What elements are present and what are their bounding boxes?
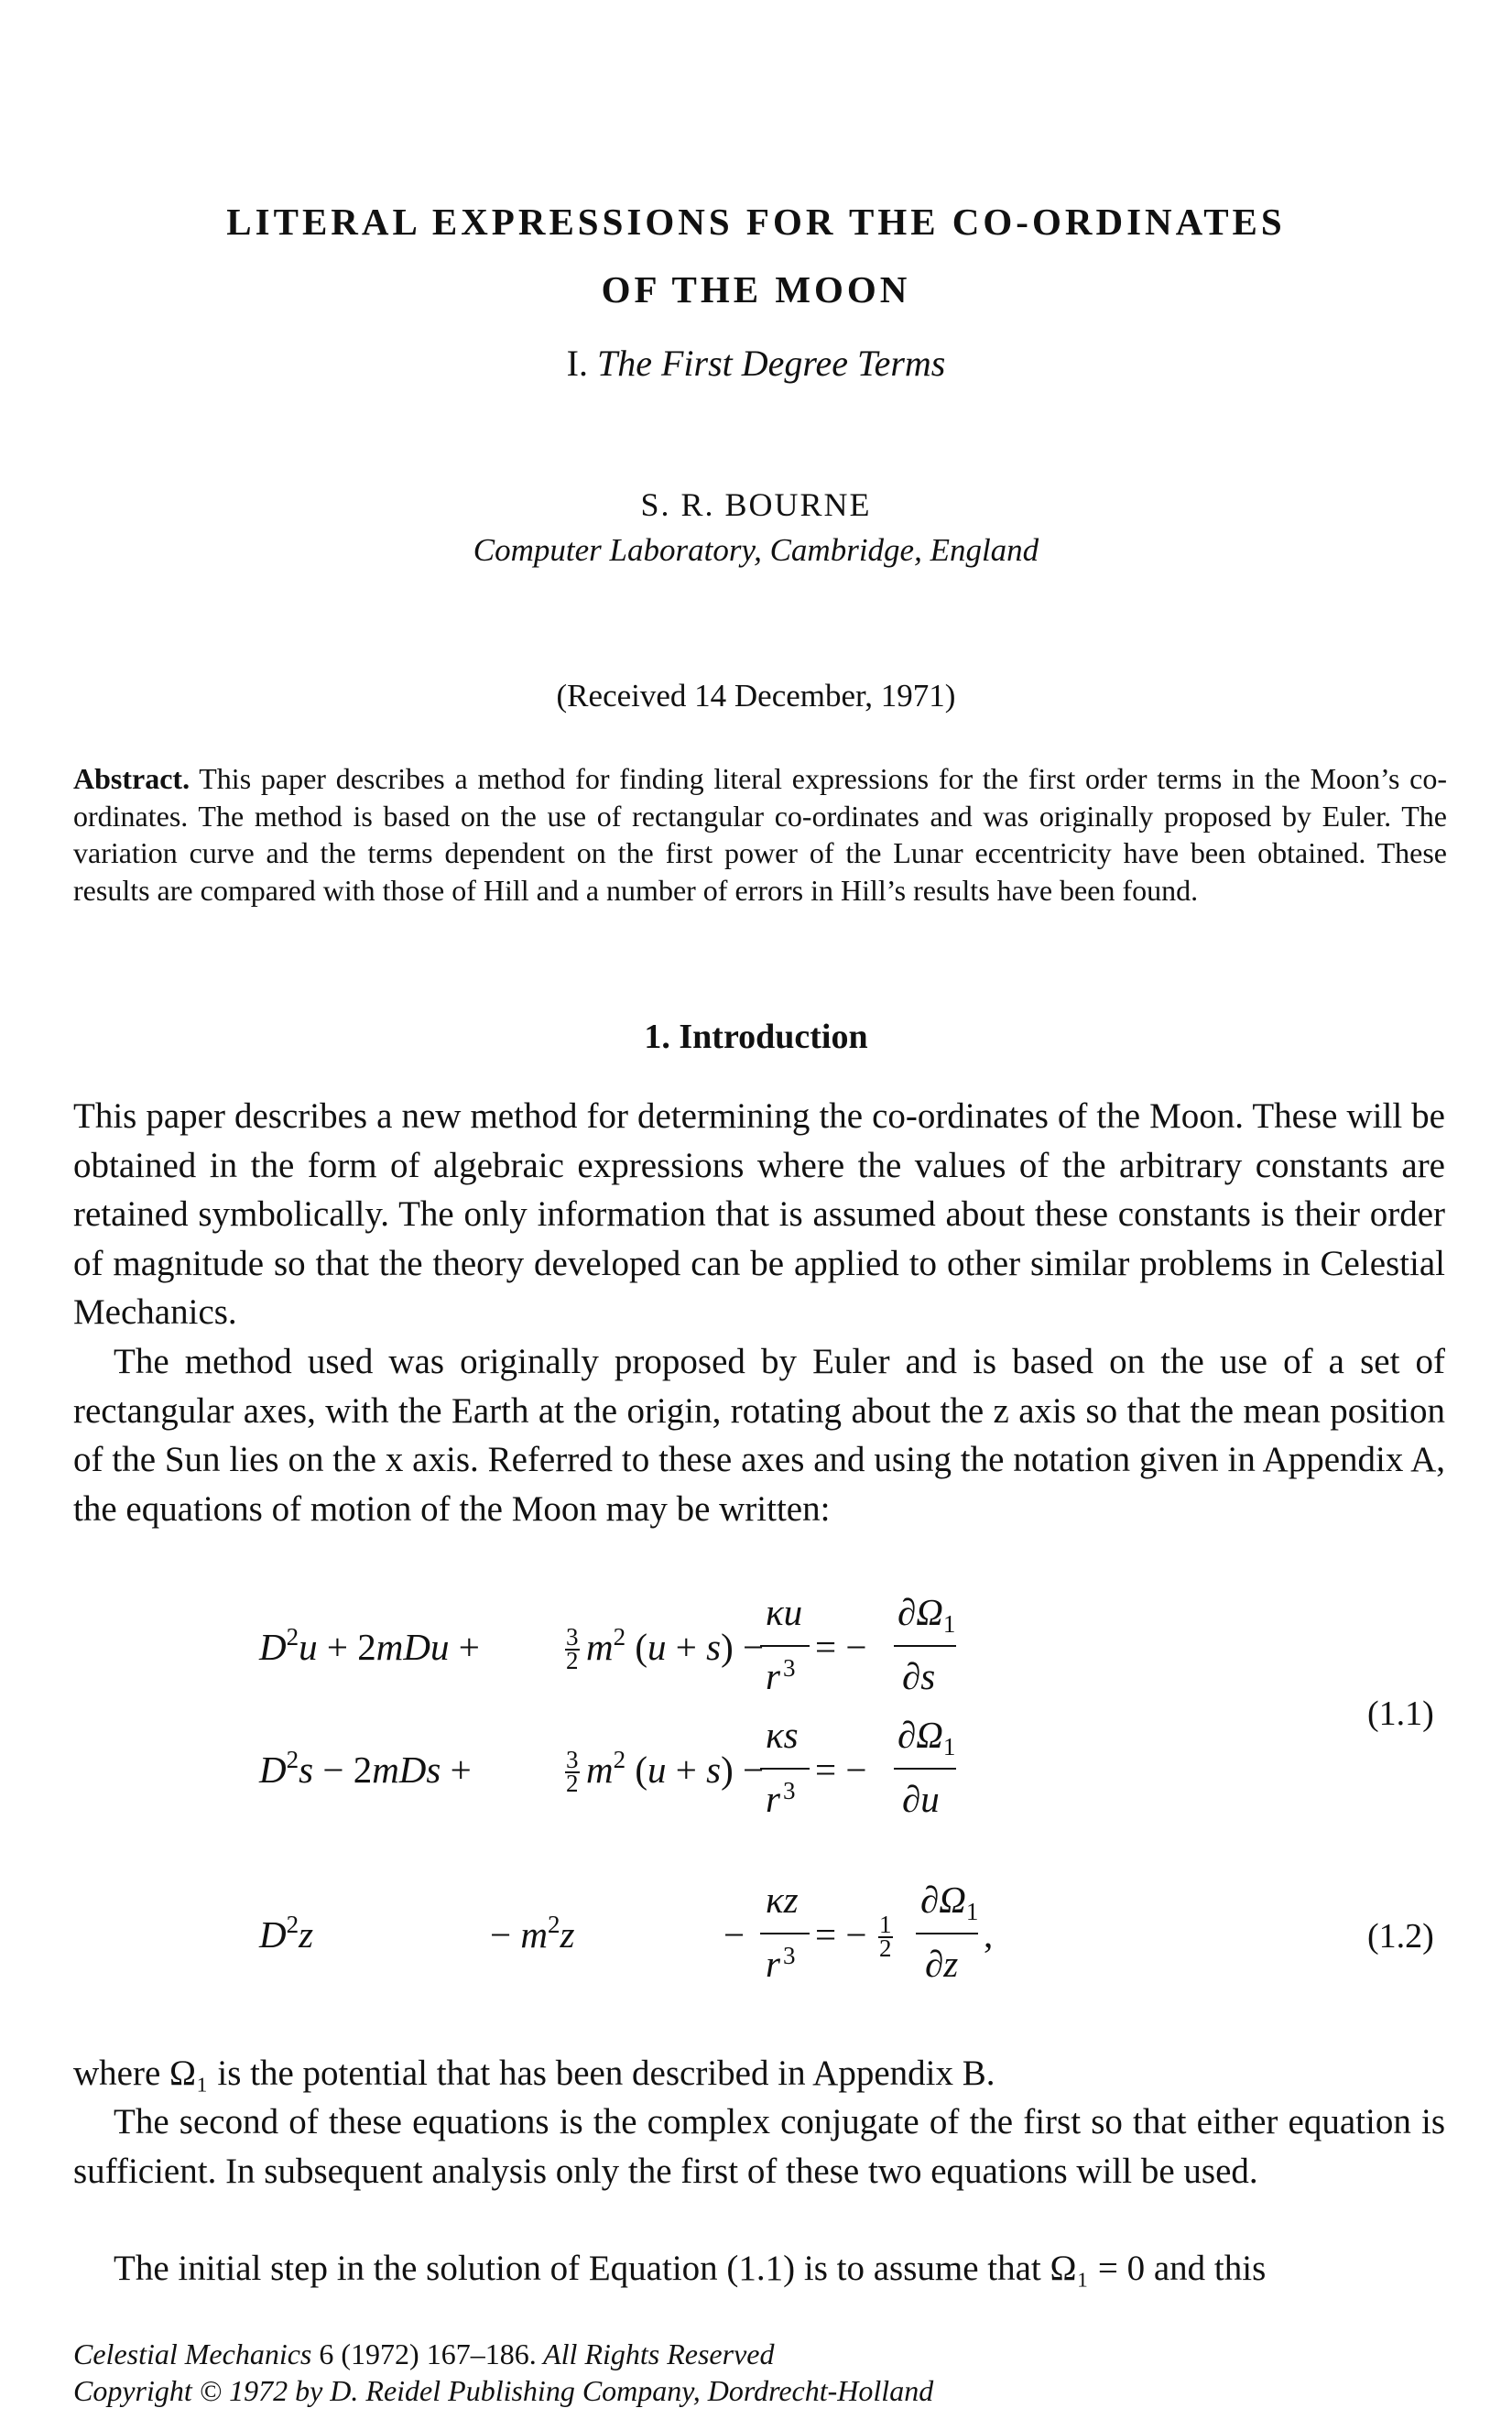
paragraph-4: The second of these equations is the complex conjugate of the first so that either equation is sufficient. In subsequent analysis only the first of these two equations will be used.: [73, 2102, 1445, 2191]
svg-text:∂Ω1: ∂Ω1: [897, 1714, 956, 1760]
svg-text:∂Ω1: ∂Ω1: [920, 1879, 979, 1925]
svg-text:m2 (u + s) −: $m^2$ (u + s) −: [586, 1746, 765, 1791]
svg-text:∂s: ∂s: [902, 1655, 936, 1697]
abstract-label: Abstract.: [73, 762, 190, 795]
svg-text:2: 2: [566, 1647, 579, 1674]
footer-volume: 6 (1972) 167–186.: [319, 2337, 537, 2370]
footer-citation: [73, 2337, 774, 2371]
paper-title-line-1: LITERAL EXPRESSIONS FOR THE CO-ORDINATES: [226, 201, 1286, 243]
svg-text:∂u: ∂u: [902, 1778, 940, 1820]
paragraph-2: The method used was originally proposed by Euler and is based on the use of a set of rectangular axes, with the Earth at the origin, rotating about the z axis so that the mean position of the Sun lies on the x axis. Referred to these axes and using the notation given in Appendix A, the equations of motion of the Moon may be written:: [73, 1342, 1445, 1529]
equation-1-2: [258, 1879, 993, 1985]
svg-text:m2 (u + s) −: $m^2$ (u + s) −: [586, 1623, 765, 1668]
svg-text:3: 3: [783, 1942, 796, 1969]
author-affiliation: Computer Laboratory, Cambridge, England: [473, 532, 1039, 568]
svg-text:3: 3: [566, 1623, 579, 1651]
abstract-text: This paper describes a method for finding literal expressions for the first order terms in the Moon’s co-ordinates. The method is based on the use of rectangular co-ordinates and was originally proposed by Euler. The variation curve and the terms dependent on the first power of the Lunar eccentricity have been obtained. These results are compared with those of Hill and a number of errors in Hill’s results have been found.: [73, 762, 1448, 907]
svg-text:= −: = −: [815, 1749, 867, 1791]
equation-label-1-1: (1.1): [1367, 1694, 1434, 1733]
svg-text:3: 3: [783, 1777, 796, 1804]
svg-text:= −: = −: [815, 1913, 867, 1956]
received-date: (Received 14 December, 1971): [556, 678, 956, 714]
author-name: S. R. BOURNE: [640, 486, 872, 523]
svg-text:2: 2: [879, 1934, 892, 1962]
section-heading-introduction: 1. Introduction: [644, 1018, 868, 1056]
footer-journal: Celestial Mechanics: [73, 2337, 312, 2370]
svg-text:D2u + 2mDu +: $D^2u + 2mDu$ +: [259, 1623, 480, 1668]
svg-text:3: 3: [783, 1654, 796, 1682]
svg-text:r: r: [766, 1655, 780, 1697]
equation-1-1-line-1: [258, 1591, 956, 1697]
paragraph-1: This paper describes a new method for determining the co-ordinates of the Moon. These will be obtained in the form of algebraic expressions where the values of the arbitrary constants are retained symbolically. The only information that is assumed about these constants is their order of magnitude so that the theory developed can be applied to other similar problems in Celestial Mechanics.: [73, 1096, 1445, 1332]
equation-label-1-2: (1.2): [1367, 1917, 1434, 1956]
svg-text:∂Ω1: ∂Ω1: [897, 1591, 956, 1638]
paper-title-line-2: OF THE MOON: [601, 268, 911, 311]
subtitle-numeral: I.: [566, 343, 588, 384]
svg-text:κs: κs: [766, 1714, 799, 1756]
svg-text:2: 2: [566, 1770, 579, 1797]
svg-text:κu: κu: [766, 1591, 803, 1633]
subtitle-text: The First Degree Terms: [596, 343, 946, 384]
svg-text:= −: = −: [815, 1626, 867, 1668]
svg-text:r: r: [766, 1778, 780, 1820]
svg-text:κz: κz: [766, 1879, 799, 1921]
svg-text:−: −: [723, 1913, 745, 1956]
equation-1-1-line-2: [258, 1714, 956, 1820]
svg-text:∂z: ∂z: [925, 1943, 959, 1985]
svg-text:D2s − 2mDs +: $D^2s - 2mDs$ +: [259, 1746, 472, 1791]
footer-rights: All Rights Reserved: [543, 2337, 775, 2370]
svg-text:− m2z: − $m^2z$: [490, 1911, 575, 1956]
svg-text:3: 3: [566, 1746, 579, 1773]
svg-text:r: r: [766, 1943, 780, 1985]
paragraph-5: The initial step in the solution of Equation (1.1) is to assume that Ω₁ = 0 and this: [114, 2249, 1267, 2288]
footer-copyright: Copyright © 1972 by D. Reidel Publishing Company, Dordrecht-Holland: [73, 2374, 934, 2407]
svg-text:1: 1: [879, 1911, 892, 1938]
paragraph-3: where Ω₁ is the potential that has been described in Appendix B.: [73, 2054, 995, 2093]
svg-text:,: ,: [984, 1913, 994, 1956]
svg-text:D2z: $D^2z$: [259, 1911, 314, 1956]
